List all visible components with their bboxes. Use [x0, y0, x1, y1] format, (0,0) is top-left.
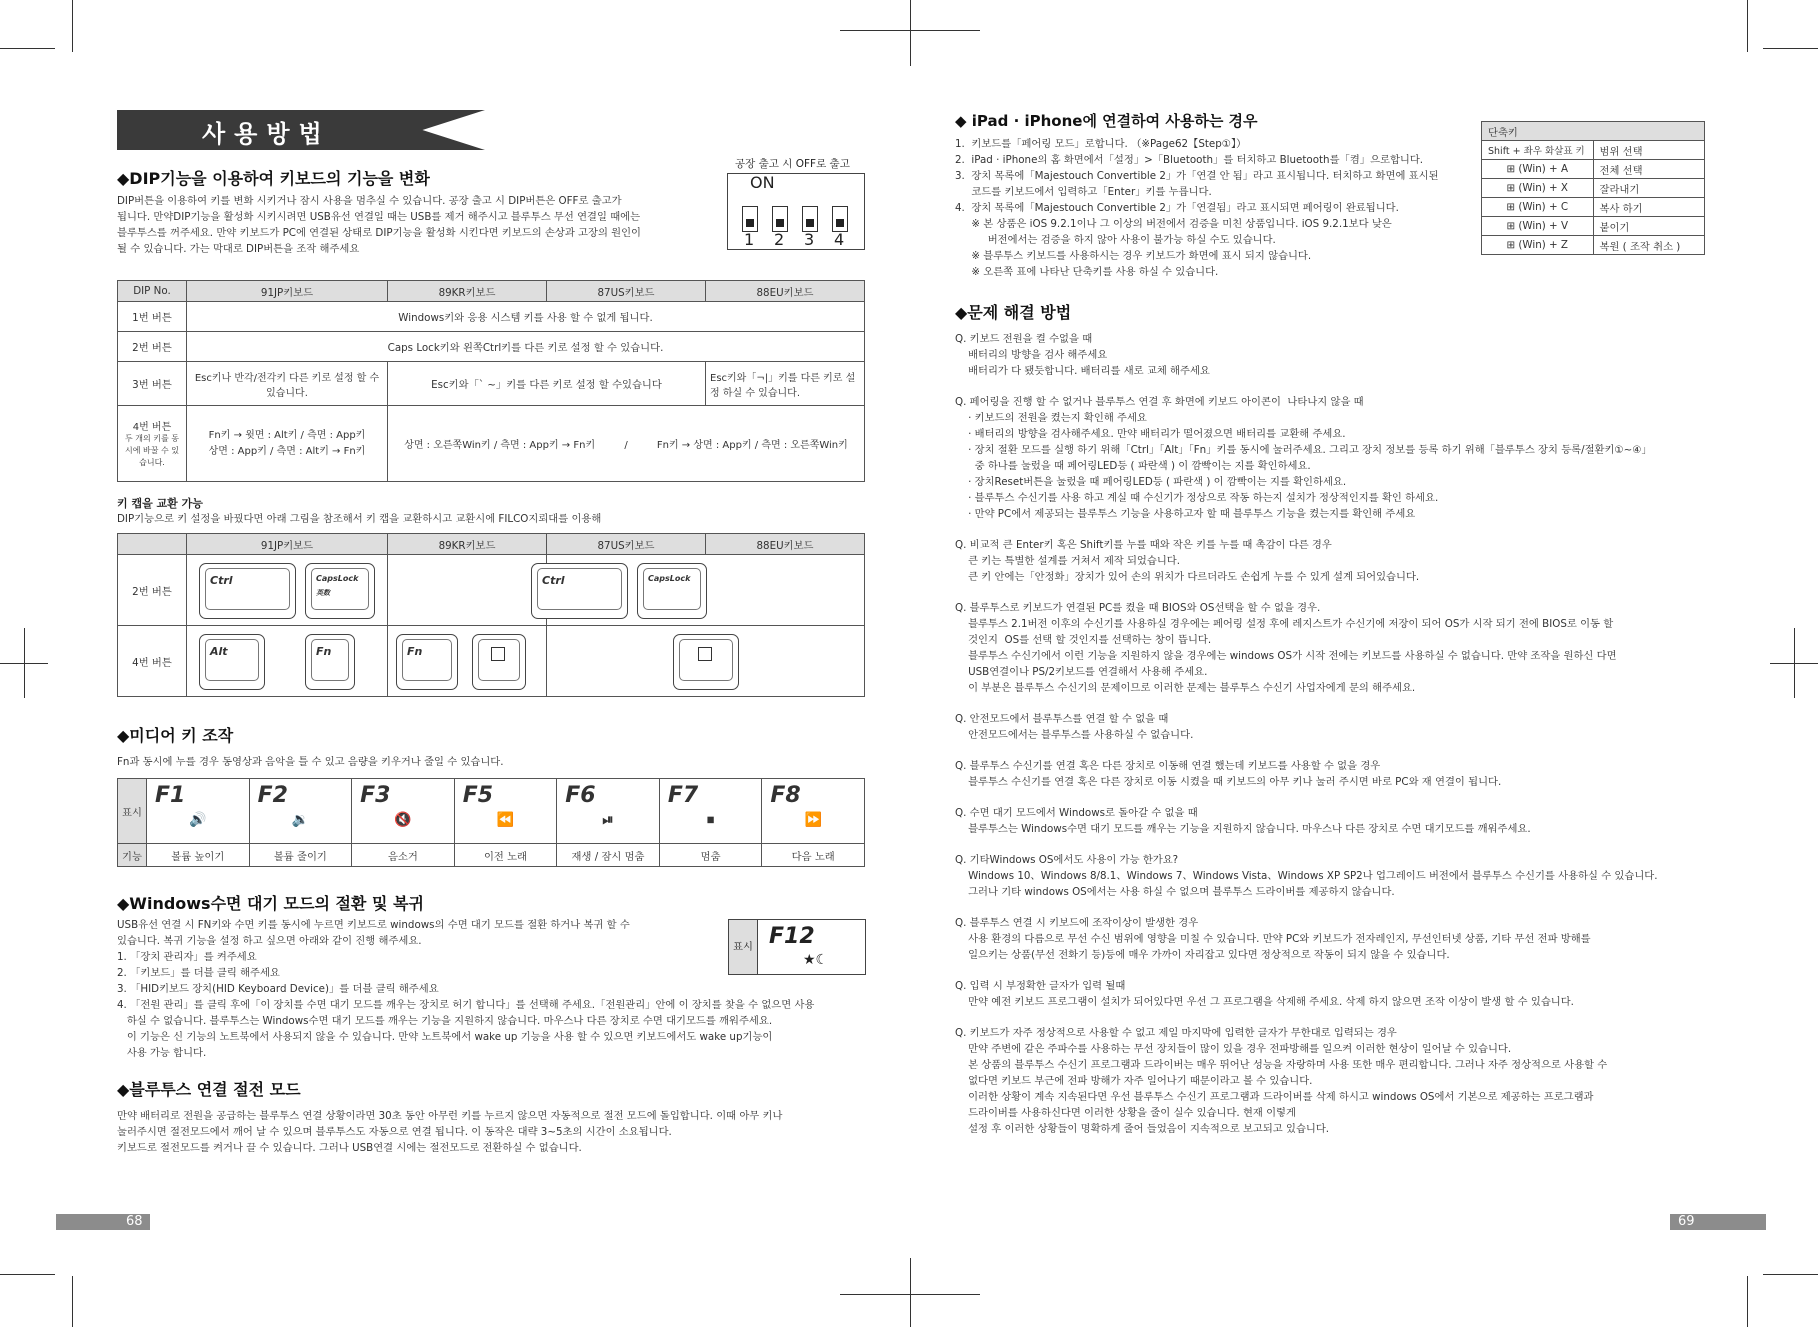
media-key-cell: [454, 779, 557, 844]
keycap-cell: [547, 626, 865, 697]
crop-mark: [1747, 1276, 1748, 1327]
answer-line: · 장치 절환 모드를 실행 하기 위해「Ctrl」「Alt」「Fn」키를 동시에 눌러주세요. 그리고 장치 정보를 등록 하기 위해「블루투스 장치 등록/절환키①~④」: [955, 444, 1652, 456]
play-pause-icon: ⏯: [602, 812, 614, 828]
dip-switch-illustration: [727, 173, 865, 250]
dip-factory-label: 공장 출고 시 OFF로 출고: [735, 158, 850, 170]
dip-section: [117, 160, 865, 272]
shortcut-table: [1481, 121, 1705, 255]
divider-slash: /: [624, 440, 628, 451]
answer-line: 드라이버를 사용하신다면 이러한 상황을 줄이 실수 있습니다. 현재 이렇게: [955, 1107, 1296, 1119]
section-heading: ◆블루투스 연결 절전 모드: [117, 1080, 301, 1099]
answer-line: 배터리의 방향을 검사 해주세요: [955, 349, 1108, 361]
capslock-keycap: [637, 563, 707, 619]
paragraph-line: 만약 배터리로 전원을 공급하는 블루투스 연결 상황이라면 30초 동안 아무런 키를 누르지 않으면 자동적으로 절전 모드에 돌입합니다. 이때 아무 키나: [117, 1110, 783, 1122]
question-line: Q. 안전모드에서 블루투스를 연결 할 수 없을 때: [955, 713, 1169, 725]
paragraph-line: 됩니다. 만약DIP기능을 활성화 시키시려면 USB유선 연결일 때는 USB를 제거 해주시고 블루투스 무선 연결일 때에는: [117, 211, 641, 223]
question-line: Q. 수면 대기 모드에서 Windows로 돌아갈 수 없을 때: [955, 807, 1198, 819]
function-key: F1: [155, 783, 186, 808]
jp-swap-top: Fn키 → 윗면 : Alt키 / 측면 : App키: [208, 429, 366, 441]
answer-line: 만약 주변에 같은 주파수를 사용하는 무선 장치들이 많이 있을 경우 전파방해를 일으켜 이러한 현상이 일어날 수 있습니다.: [955, 1043, 1512, 1055]
dip-switch-4: [832, 206, 848, 232]
row-label: 기능: [118, 844, 147, 867]
table-cell: Windows키와 응용 시스템 키를 사용 할 수 없게 됩니다.: [187, 302, 865, 332]
page-number-right: [1670, 1214, 1766, 1230]
menu-keycap: [673, 634, 739, 690]
keycap-cell: [542, 555, 865, 626]
row-note: 두 개의 키를 동시에 바꿀 수 있습니다.: [125, 434, 179, 467]
row-label: 2번 버튼: [118, 332, 187, 362]
answer-line: 중 하나를 눌렀을 때 페어링LED등 ( 파란색 ) 이 깜빡이는 지를 확인하세요.: [955, 460, 1311, 472]
paragraph-line: ※ 본 상품은 iOS 9.2.1이나 그 이상의 버전에서 검증을 미친 상품입니다. iOS 9.2.1보다 낮은: [955, 218, 1392, 230]
row-label: 1번 버튼: [118, 302, 187, 332]
key-label: Fn: [316, 645, 332, 658]
function-label: 볼륨 높이기: [147, 844, 250, 867]
table-header: 89KR키보드: [388, 281, 547, 302]
qa-list: [955, 331, 1707, 1137]
answer-line: 설정 후 이러한 상황들이 명확하게 줄어 들었음이 지속적으로 보고되고 있습니다.: [955, 1123, 1330, 1135]
question-line: Q. 블루투스 수신기를 연결 혹은 다른 장치로 이동해 연결 했는데 키보드를 사용할 수 없을 경우: [955, 760, 1381, 772]
bt-sleep-section: [117, 1077, 865, 1156]
page-number-left: [56, 1214, 150, 1230]
table-header: 88EU키보드: [706, 281, 865, 302]
function-key: F2: [257, 783, 288, 808]
media-key-table: [117, 778, 865, 867]
table-cell: [187, 406, 388, 482]
paragraph-line: 있습니다. 복귀 기능을 설정 하고 싶으면 아래와 같이 진행 해주세요.: [117, 935, 422, 947]
menu-icon: [698, 647, 712, 661]
section-heading: 키 캡을 교환 가능: [117, 497, 203, 510]
function-key: F6: [565, 783, 596, 808]
media-key-cell: [352, 779, 455, 844]
answer-line: 블루투스 수신기를 연결 혹은 다른 장치로 이동 시켰을 때 키보드의 아무 키나 눌러 주시면 바로 PC와 재 연결이 됩니다.: [955, 776, 1502, 788]
keycap-section: [117, 495, 865, 527]
table-header: 87US키보드: [547, 281, 706, 302]
row-label: 표시: [729, 920, 758, 974]
answer-line: 블루투스는 Windows수면 대기 모드를 깨우는 기능을 지원하지 않습니다. 마우스나 다른 장치로 수면 대기모드를 깨워주세요.: [955, 823, 1531, 835]
ipad-section: [955, 108, 1707, 284]
page-title: 사용방법: [202, 120, 331, 148]
paragraph-line: 1. 키보드를「페어링 모드」로합니다. （※Page62【Step①】）: [955, 138, 1247, 150]
dip-switch-1: [742, 206, 758, 232]
paragraph-line: 이 기능은 신 기능의 노트북에서 사용되지 않을 수 있습니다. 만약 노트북에서 wake up 기능을 사용 할 수 있으면 키보드에서도 wake up기능이: [117, 1031, 773, 1043]
key-label: Ctrl: [210, 574, 233, 587]
volume-down-icon: 🔉: [291, 812, 310, 828]
answer-line: 큰 키는 특별한 설계를 거쳐서 제작 되었습니다.: [955, 555, 1180, 567]
ctrl-keycap: [199, 563, 296, 619]
paragraph-line: 3. 「HID키보드 장치(HID Keyboard Device)」를 더블 클릭 해주세요: [117, 983, 439, 995]
crop-mark: [1763, 48, 1818, 49]
key-label: CapsLock: [316, 574, 359, 583]
key-sublabel: 英数: [316, 589, 330, 597]
crop-mark: [72, 1276, 73, 1327]
previous-track-icon: ⏪: [496, 812, 515, 828]
qa-item: [955, 331, 1707, 379]
table-cell: Esc키와「¬|」키를 다른 키로 설정 하실 수 있습니다.: [706, 362, 865, 406]
shortcut-action: 복사 하기: [1593, 198, 1705, 217]
answer-line: 블루투스 2.1버전 이후의 수신기를 사용하실 경우에는 페어링 설정 후에 레지스트가 수신기에 저장이 되어 OS가 시작 되기 전에 BIOS로 이동 할: [955, 618, 1614, 630]
dip-number: 4: [834, 230, 845, 249]
answer-line: 사용 환경의 다름으로 무선 수신 범위에 영향을 미칠 수 있습니다. 만약 PC와 키보드가 전자레인지, 무선인터넷 상품, 기타 무선 전파 방해를: [955, 933, 1591, 945]
row-label: 4번 버튼: [132, 422, 172, 433]
shortcut-key: ⊞ (Win) + Z: [1482, 236, 1594, 255]
mid-swap: 상면 : 오른쪽Win키 / 측면 : App키 → Fn키: [404, 440, 596, 451]
shortcut-action: 잘라내기: [1593, 179, 1705, 198]
table-header: 87US키보드: [547, 534, 706, 555]
function-key: F5: [462, 783, 494, 808]
crop-mark: [910, 1258, 911, 1327]
section-heading: ◆문제 해결 방법: [955, 303, 1072, 322]
menu-keycap: [472, 634, 526, 690]
question-line: Q. 비교적 큰 Enter키 혹은 Shift키를 누를 때와 작은 키를 누를 때 촉감이 다른 경우: [955, 539, 1332, 551]
row-label: 표시: [118, 779, 147, 844]
answer-line: · 배터리의 방향을 검사해주세요. 만약 배터리가 떨어졌으면 배터리를 교환해 주세요.: [955, 428, 1346, 440]
key-label: Ctrl: [542, 574, 565, 587]
dip-table: [117, 280, 865, 482]
key-label: Fn: [407, 645, 423, 658]
sleep-icon: ★☾: [803, 952, 829, 968]
answer-line: Windows 10、Windows 8/8.1、Windows 7、Windows Vista、Windows XP SP2나 업그레이드 버전에서 블루투스 수신기를 사용하실 수 있습니다.: [955, 870, 1658, 882]
shortcut-key: ⊞ (Win) + C: [1482, 198, 1594, 217]
paragraph-line: 3. 장치 목록에「Majestouch Convertible 2」가「연결 안 됨」라고 표시됩니다. 터치하고 화면에 표시된: [955, 170, 1439, 182]
question-line: Q. 블루투스로 키보드가 연결된 PC를 켰을 때 BIOS와 OS선택을 할 수 없을 경우.: [955, 602, 1321, 614]
qa-item: [955, 758, 1707, 790]
paragraph-line: 4. 「전원 관리」를 클릭 후에「이 장치를 수면 대기 모드를 깨우는 장치로 허기 합니다」를 선택해 주세요.「전원관리」안에 이 장치를 찾을 수 없으면 사용: [117, 999, 815, 1011]
paragraph-line: 2. iPad · iPhone의 홈 화면에서「설정」>「Bluetooth」를 터치하고 Bluetooth를「켬」으로합니다.: [955, 154, 1424, 166]
answer-line: 일으키는 상품(무선 전화기 등)등에 매우 가까이 자리잡고 있다면 정상적으로 작동이 되지 않을 수 있습니다.: [955, 949, 1450, 961]
bt-sleep-lines: [117, 1108, 865, 1156]
question-line: Q. 블루투스 연결 시 키보드에 조작이상이 발생한 경우: [955, 917, 1199, 929]
ctrl-keycap: [531, 563, 628, 619]
paragraph-line: 4. 장치 목록에「Majestouch Convertible 2」가「연결됨」라고 표시되면 페어링이 완료됩니다.: [955, 202, 1399, 214]
keycap-cell: [187, 626, 388, 697]
table-header: 91JP키보드: [187, 534, 388, 555]
media-key-cell: [249, 779, 352, 844]
table-cell: Esc키나 반각/전각키 다른 키로 설정 할 수 있습니다.: [187, 362, 388, 406]
question-line: Q. 입력 시 부정확한 글자가 입력 될때: [955, 980, 1126, 992]
key-label: Alt: [210, 645, 228, 658]
answer-line: USB연결이나 PS/2키보드를 연결해서 사용해 주세요.: [955, 666, 1208, 678]
answer-line: 없다면 키보드 부근에 전파 방해가 자주 일어나기 때문이라고 볼 수 있습니다.: [955, 1075, 1313, 1087]
answer-line: 안전모드에서는 블루투스를 사용하실 수 없습니다.: [955, 729, 1194, 741]
section-heading: ◆Windows수면 대기 모드의 절환 및 복귀: [117, 894, 424, 913]
paragraph-line: DIP버튼을 이용하여 키를 변화 시키거나 잠시 사용을 멈추실 수 있습니다. 공장 출고 시 DIP버튼은 OFF로 출고가: [117, 195, 622, 207]
row-label-cell: [118, 406, 187, 482]
question-line: Q. 기타Windows OS에서도 사용이 가능 한가요?: [955, 854, 1179, 866]
table-cell: [388, 406, 865, 482]
qa-item: [955, 1025, 1707, 1137]
media-section: [117, 723, 865, 770]
table-header: DIP No.: [118, 281, 187, 302]
answer-line: 큰 키 안에는「안정화」장치가 있어 손의 위치가 다르더라도 손쉽게 누를 수 있게 설계 되어있습니다.: [955, 571, 1420, 583]
media-key-cell: [762, 779, 865, 844]
paragraph-line: 블루투스를 꺼주세요. 만약 키보드가 PC에 연결된 상태로 DIP기능을 활성화 시킨다면 키보드의 손상과 고장의 원인이: [117, 227, 641, 239]
paragraph-line: 될 수 있습니다. 가는 막대로 DIP버튼을 조작 해주세요: [117, 243, 360, 255]
dip-switch-3: [802, 206, 818, 232]
keycap-cell: [388, 555, 547, 626]
paragraph-line: 눌러주시면 절전모드에서 깨어 날 수 있으며 블루투스도 자동으로 연결 됩니다. 이 동작은 대략 3~5초의 시간이 소요됩니다.: [117, 1126, 672, 1138]
function-label: 볼륨 줄이기: [249, 844, 352, 867]
shortcut-action: 복원 ( 조작 취소 ): [1593, 236, 1705, 255]
media-key-cell: [147, 779, 250, 844]
function-label: 멈춤: [659, 844, 762, 867]
shortcut-key: ⊞ (Win) + X: [1482, 179, 1594, 198]
dip-paragraph: [117, 193, 717, 257]
table-header: 91JP키보드: [187, 281, 388, 302]
paragraph-line: ※ 블루투스 키보드를 사용하시는 경우 키보드가 화면에 표시 되지 않습니다.: [955, 250, 1312, 262]
page-number-text: 69: [1678, 1214, 1695, 1229]
menu-icon: [491, 647, 505, 661]
jp-swap-bottom: 상면 : App키 / 측면 : Alt키 → Fn키: [208, 445, 366, 457]
shortcut-title: 단축키: [1482, 122, 1705, 141]
capslock-keycap: [305, 563, 375, 619]
paragraph-line: 코드를 키보드에서 입력하고「Enter」키를 누릅니다.: [955, 186, 1212, 198]
crop-mark: [910, 0, 911, 66]
answer-line: · 만약 PC에서 제공되는 블루투스 기능을 사용하고자 할 때 블루투스 기능을 켰는지를 확인해 주세요: [955, 508, 1416, 520]
next-track-icon: ⏩: [804, 812, 822, 828]
section-heading: ◆ iPad · iPhone에 연결하여 사용하는 경우: [955, 112, 1258, 130]
qa-item: [955, 915, 1707, 963]
ipad-lines: [955, 136, 1475, 280]
paragraph-line: USB유선 연결 시 FN키와 수면 키를 동시에 누르면 키보드로 windows의 수면 대기 모드를 절환 하거나 복귀 할 수: [117, 919, 630, 931]
volume-up-icon: 🔊: [189, 812, 207, 828]
crop-mark: [1747, 0, 1748, 52]
answer-line: 본 상품의 블루투스 수신기 프로그램과 드라이버는 매우 뛰어난 성능을 자랑하며 사용 또한 매우 편리합니다. 그러나 자주 정상적으로 사용할 수: [955, 1059, 1608, 1071]
crop-mark: [0, 1274, 55, 1275]
answer-line: 이러한 상황이 계속 지속된다면 우선 블루투스 수신기 프로그램과 드라이버를 삭제 하시고 windows OS에서 기본으로 제공하는 프로그램과: [955, 1091, 1594, 1103]
crop-mark: [72, 0, 73, 52]
question-line: Q. 키보드 전원을 켤 수없을 때: [955, 333, 1093, 345]
shortcut-action: 붙이기: [1593, 217, 1705, 236]
keycap-table: [117, 533, 865, 697]
sleep-section: [117, 891, 865, 1063]
function-key: F7: [667, 783, 699, 808]
paragraph-line: 2. 「키보드」를 더블 클릭 해주세요: [117, 967, 280, 979]
alt-keycap: [199, 634, 265, 690]
function-label: 음소거: [352, 844, 455, 867]
dip-number: 2: [774, 230, 785, 249]
trouble-section: [955, 300, 1707, 1137]
row-label: 2번 버튼: [118, 555, 187, 626]
qa-item: [955, 978, 1707, 1010]
paragraph-line: 1. 「장치 관리자」를 켜주세요: [117, 951, 257, 963]
media-key-cell: [659, 779, 762, 844]
page-number-text: 68: [126, 1214, 143, 1229]
mute-icon: 🔇: [394, 812, 412, 828]
keycap-cell: [187, 555, 388, 626]
shortcut-action: 범위 선택: [1593, 141, 1705, 160]
paragraph-line: 하실 수 없습니다. 블루투스는 Windows수면 대기 모드를 깨우는 기능을 지원하지 않습니다. 마우스나 다른 장치로 수면 대기모드를 깨워주세요.: [117, 1015, 773, 1027]
answer-line: 것인지 OS를 선택 할 것인지를 선택하는 창이 뜹니다.: [955, 634, 1212, 646]
shortcut-key: ⊞ (Win) + V: [1482, 217, 1594, 236]
answer-line: 블루투스 수신기에서 이런 기능을 지원하지 않을 경우에는 windows OS가 시작 전에는 키보드를 사용하실 수 없습니다. 만약 조작을 원하신 다면: [955, 650, 1617, 662]
media-key-cell: [557, 779, 660, 844]
table-cell: Caps Lock키와 왼쪽Ctrl키를 다른 키로 설정 할 수 있습니다.: [187, 332, 865, 362]
function-label: 재생 / 잠시 멈춤: [557, 844, 660, 867]
right-page: [955, 108, 1707, 1152]
question-line: Q. 키보드가 자주 정상적으로 사용할 수 없고 제일 마지막에 입력한 글자가 무한대로 입력되는 경우: [955, 1027, 1397, 1039]
shortcut-key: Shift + 좌우 화살표 키: [1482, 141, 1594, 160]
key-label: CapsLock: [648, 574, 691, 583]
function-label: 다음 노래: [762, 844, 865, 867]
function-key: F8: [770, 783, 801, 808]
left-page: [117, 110, 865, 1156]
answer-line: 배터리가 다 됐듯합니다. 배터리를 새로 교체 해주세요: [955, 365, 1210, 377]
crop-mark: [24, 628, 25, 698]
shortcut-key: ⊞ (Win) + A: [1482, 160, 1594, 179]
keycap-paragraph: DIP기능으로 키 설정을 바꿨다면 아래 그림을 참조해서 키 캡을 교환하시고 교환시에 FILCO지뢰대를 이용해: [117, 513, 602, 525]
qa-item: [955, 394, 1707, 522]
media-paragraph: Fn과 동시에 누를 경우 동영상과 음악을 틀 수 있고 음량을 키우거나 줄일 수 있습니다.: [117, 756, 504, 768]
answer-line: 만약 예전 키보드 프로그램이 설치가 되어있다면 우선 그 프로그램을 삭제해 주세요. 삭제 하지 않으면 조작 이상이 발생 할 수 있습니다.: [955, 996, 1574, 1008]
qa-item: [955, 711, 1707, 743]
qa-item: [955, 600, 1707, 696]
qa-item: [955, 537, 1707, 585]
shortcut-action: 전체 선택: [1593, 160, 1705, 179]
crop-mark: [1794, 628, 1795, 698]
answer-line: · 장치Reset버튼을 눌렀을 때 페어링LED등 ( 파란색 ) 이 깜빡이는 지를 확인하세요.: [955, 476, 1347, 488]
fn-keycap: [396, 634, 458, 690]
stop-icon: ⏹: [707, 812, 715, 828]
section-heading: ◆미디어 키 조작: [117, 726, 234, 745]
title-banner: [117, 110, 865, 150]
answer-line: · 키보드의 전원을 켰는지 확인해 주세요: [955, 412, 1147, 424]
answer-line: 이 부분은 블루투스 수신기의 문제이므로 이러한 문제는 블루투스 수신기 사업자에게 문의 해주세요.: [955, 682, 1416, 694]
dip-number: 1: [744, 230, 755, 249]
function-key: F3: [360, 783, 391, 808]
sleep-lines: [117, 917, 865, 1061]
dip-number: 3: [804, 230, 815, 249]
paragraph-line: ※ 오른쪽 표에 나타난 단축키를 사용 하실 수 있습니다.: [955, 266, 1219, 278]
function-key: F12: [769, 924, 815, 949]
answer-line: 그러나 기타 windows OS에서는 사용 하실 수 없으며 블루투스 드라이버를 제공하지 않습니다.: [955, 886, 1395, 898]
dip-on-label: ON: [750, 173, 775, 192]
paragraph-line: 키보드로 절전모드를 켜거나 끌 수 있습니다. 그러나 USB연결 시에는 절전모드로 전환하실 수 없습니다.: [117, 1142, 582, 1154]
qa-item: [955, 852, 1707, 900]
crop-mark: [1763, 1274, 1818, 1275]
qa-item: [955, 805, 1707, 837]
table-header: 88EU키보드: [706, 534, 865, 555]
question-line: Q. 페어링을 진행 할 수 없거나 블루투스 연결 후 화면에 키보드 아이콘이 나타나지 않을 때: [955, 396, 1364, 408]
row-label: 3번 버튼: [118, 362, 187, 406]
table-header: [118, 534, 187, 555]
paragraph-line: 사용 가능 합니다.: [117, 1047, 207, 1059]
keycap-cell: [388, 626, 547, 697]
eu-swap: Fn키 → 상면 : App키 / 측면 : 오른쪽Win키: [656, 440, 848, 451]
section-heading: ◆DIP기능을 이용하여 키보드의 기능을 변화: [117, 169, 430, 188]
paragraph-line: 버전에서는 검증을 하지 않아 사용이 불가능 하실 수도 있습니다.: [955, 234, 1276, 246]
function-label: 이전 노래: [454, 844, 557, 867]
row-label: 4번 버튼: [118, 626, 187, 697]
table-cell: Esc키와「` ~」키를 다른 키로 설정 할 수있습니다: [388, 362, 706, 406]
fn-keycap: [305, 634, 355, 690]
dip-switch-2: [772, 206, 788, 232]
crop-mark: [0, 48, 55, 49]
answer-line: · 블루투스 수신기를 사용 하고 계실 때 수신기가 정상으로 작동 하는지 설치가 정상적인지를 확인 하세요.: [955, 492, 1439, 504]
table-header: 89KR키보드: [388, 534, 547, 555]
